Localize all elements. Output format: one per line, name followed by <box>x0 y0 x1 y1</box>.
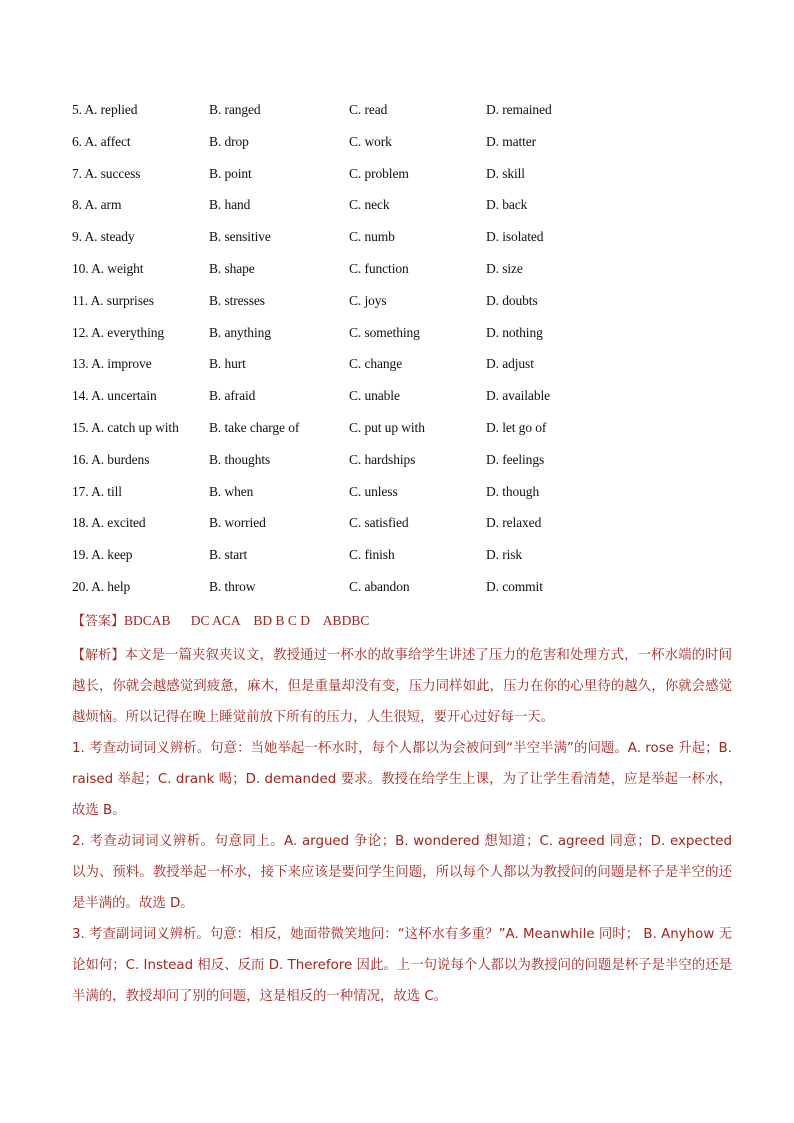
option-d: D. size <box>486 260 523 276</box>
option-c: C. change <box>349 356 403 372</box>
option-b: B. point <box>209 165 252 181</box>
option-b: B. afraid <box>209 388 256 404</box>
option-d: D. though <box>486 483 540 499</box>
option-a: 17. A. till <box>72 483 122 499</box>
option-a: 6. A. affect <box>72 133 131 149</box>
analysis-item: 2. 考查动词词义辨析。句意同上。A. argued 争论；B. wondered 想知道；C. agreed 同意；D. expected 以为、预料。教授举起一杯水，接下来应该是要问学生问题，所以每个人都以为教授问的问题是杯子是半空的还是半满的。故选 D。 <box>72 834 732 911</box>
option-a: 20. A. help <box>72 578 131 594</box>
option-d: D. commit <box>486 578 543 594</box>
option-row <box>72 450 732 482</box>
option-d: D. adjust <box>486 356 534 372</box>
analysis-section <box>72 640 732 1012</box>
option-row <box>72 354 732 386</box>
option-d: D. let go of <box>486 419 547 435</box>
option-d: D. available <box>486 388 551 404</box>
analysis-item: 3. 考查副词词义辨析。句意：相反，她面带微笑地问：“这杯水有多重？”A. Meanwhile 同时； B. Anyhow 无论如何；C. Instead 相反、反而 D. Therefore 因此。上一句说每个人都以为教授问的问题是杯子是半空的还是半满的，教授却问了别的问题，这是相反的一种情况，故选 C。 <box>72 927 732 1004</box>
option-c: C. satisfied <box>349 515 409 531</box>
option-d: D. remained <box>486 102 552 117</box>
option-a: 11. A. surprises <box>72 292 154 308</box>
option-a: 18. A. excited <box>72 515 146 531</box>
option-row <box>72 259 732 291</box>
option-row <box>72 482 732 514</box>
option-a: 16. A. burdens <box>72 451 150 467</box>
option-b: B. anything <box>209 324 271 340</box>
answer-line <box>72 610 369 629</box>
option-row <box>72 323 732 355</box>
option-d: D. matter <box>486 133 537 149</box>
option-row <box>72 513 732 545</box>
option-row <box>72 227 732 259</box>
option-c: C. function <box>349 260 409 276</box>
option-d: D. isolated <box>486 229 544 245</box>
answer-text: BDCAB DC ACA BD B C D ABDBC <box>124 613 370 628</box>
answer-tag: 【答案】 <box>72 614 125 629</box>
option-row <box>72 291 732 323</box>
option-d: D. doubts <box>486 292 538 308</box>
option-b: B. ranged <box>209 102 261 117</box>
option-a: 7. A. success <box>72 165 141 181</box>
option-b: B. sensitive <box>209 229 271 245</box>
option-row <box>72 386 732 418</box>
option-row <box>72 164 732 196</box>
option-c: C. something <box>349 324 420 340</box>
option-a: 5. A. replied <box>72 102 138 117</box>
option-b: B. throw <box>209 578 256 594</box>
option-c: C. finish <box>349 547 395 563</box>
option-d: D. relaxed <box>486 515 542 531</box>
option-a: 13. A. improve <box>72 356 152 372</box>
option-row <box>72 577 732 609</box>
option-a: 15. A. catch up with <box>72 419 179 435</box>
option-c: C. unable <box>349 388 400 404</box>
option-a: 14. A. uncertain <box>72 388 157 404</box>
option-c: C. abandon <box>349 578 410 594</box>
option-b: B. worried <box>209 515 266 531</box>
analysis-intro-text: 本文是一篇夹叙夹议文，教授通过一杯水的故事给学生讲述了压力的危害和处理方式，一杯水端的时间越长，你就会越感觉到疲惫，麻木，但是重量却没有变，压力同样如此，压力在你的心里待的越久，你就会感觉越烦恼。所以记得在晚上睡觉前放下所有的压力，人生很短，要开心过好每一天。 <box>72 648 732 725</box>
option-b: B. when <box>209 483 254 499</box>
option-c: C. unless <box>349 483 398 499</box>
option-row <box>72 195 732 227</box>
option-c: C. read <box>349 102 388 117</box>
analysis-item: 1. 考查动词词义辨析。句意：当她举起一杯水时，每个人都以为会被问到“半空半满”的问题。A. rose 升起；B. raised 举起；C. drank 喝；D. demanded 要求。教授在给学生上课，为了让学生看清楚，应是举起一杯水，故选 B。 <box>72 741 732 818</box>
option-b: B. thoughts <box>209 451 271 467</box>
option-d: D. back <box>486 197 528 213</box>
option-b: B. shape <box>209 260 255 276</box>
option-a: 19. A. keep <box>72 547 133 563</box>
option-c: C. problem <box>349 165 409 181</box>
option-b: B. stresses <box>209 292 265 308</box>
option-d: D. nothing <box>486 324 543 340</box>
option-c: C. put up with <box>349 419 425 435</box>
option-d: D. feelings <box>486 451 545 467</box>
options-list <box>72 100 732 609</box>
option-a: 9. A. steady <box>72 229 135 245</box>
option-c: C. neck <box>349 197 390 213</box>
option-c: C. hardships <box>349 451 416 467</box>
option-row <box>72 545 732 577</box>
option-a: 10. A. weight <box>72 260 144 276</box>
option-b: B. hand <box>209 197 251 213</box>
option-b: B. take charge of <box>209 419 300 435</box>
option-b: B. hurt <box>209 356 246 372</box>
option-a: 8. A. arm <box>72 197 122 213</box>
option-c: C. numb <box>349 229 395 245</box>
option-row <box>72 100 732 132</box>
option-a: 12. A. everything <box>72 324 165 340</box>
option-c: C. work <box>349 133 392 149</box>
option-c: C. joys <box>349 292 387 308</box>
option-b: B. drop <box>209 133 249 149</box>
option-row <box>72 132 732 164</box>
option-d: D. skill <box>486 165 525 181</box>
analysis-tag: 【解析】 <box>72 648 125 663</box>
option-b: B. start <box>209 547 248 563</box>
option-d: D. risk <box>486 547 523 563</box>
option-row <box>72 418 732 450</box>
analysis-intro <box>72 640 732 733</box>
